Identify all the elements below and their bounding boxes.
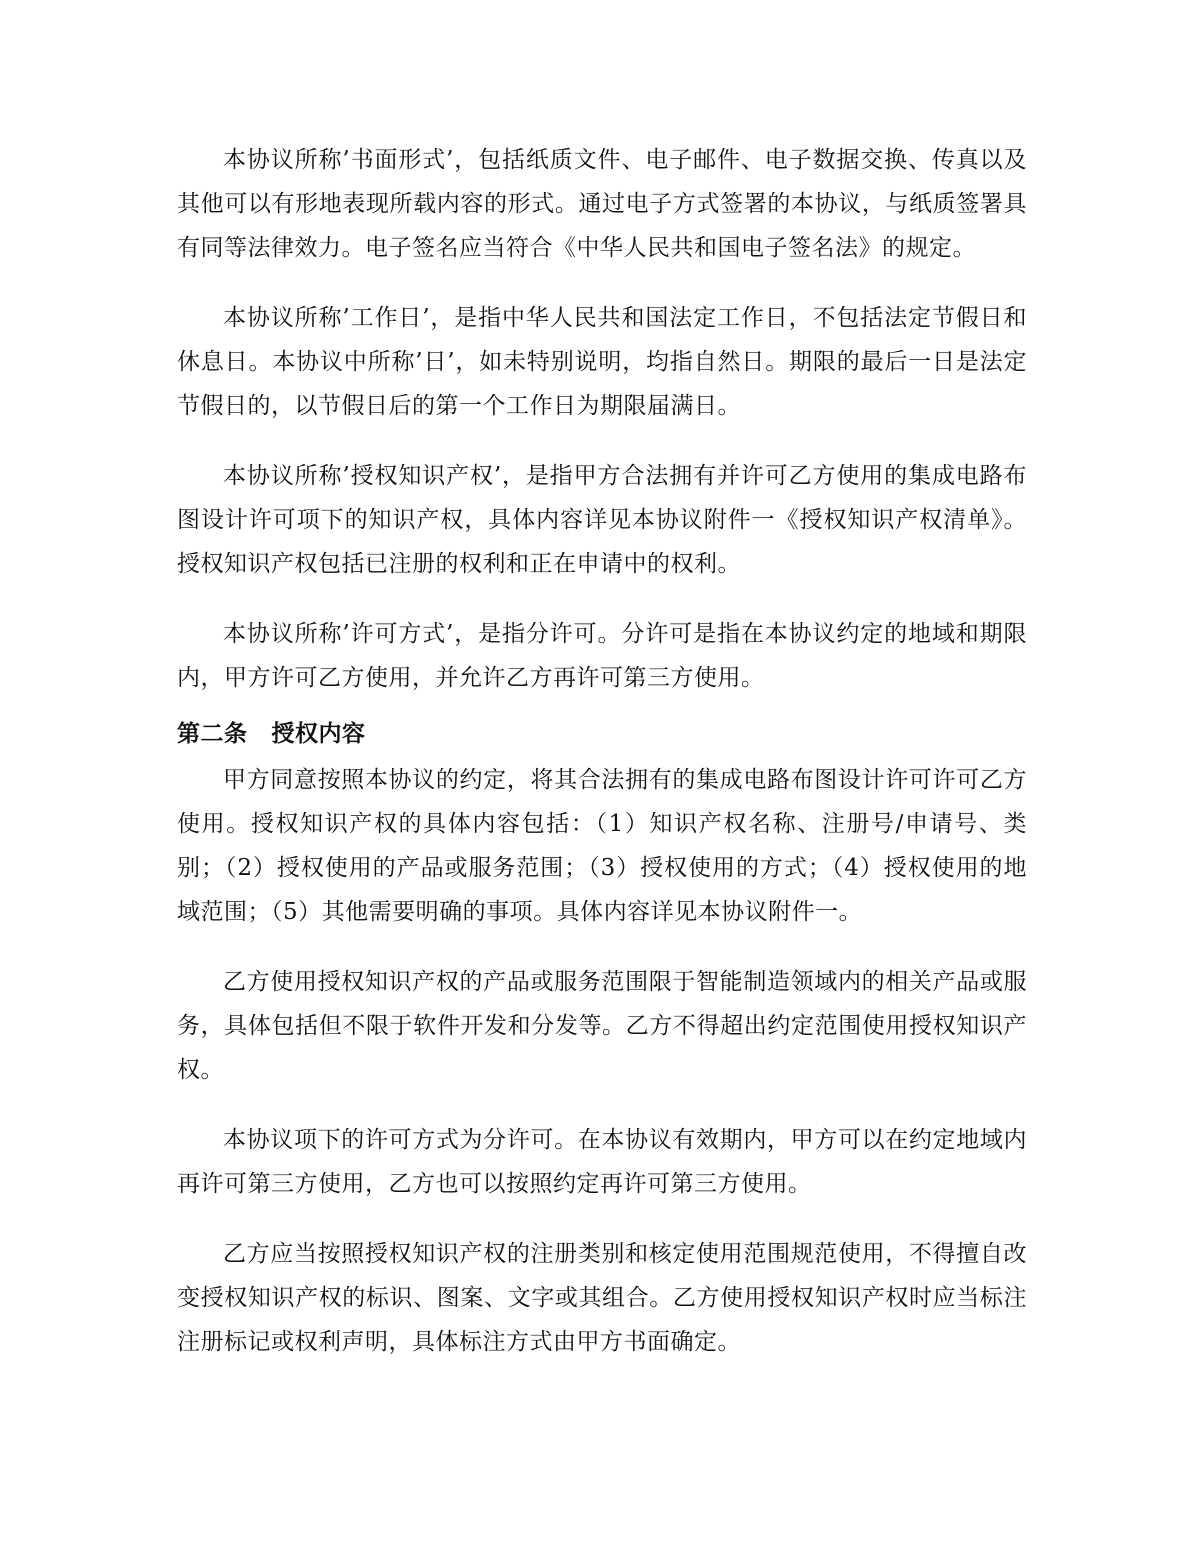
article-title: 授权内容 [271, 721, 366, 747]
paragraph-scope-of-use: 乙方使用授权知识产权的产品或服务范围限于智能制造领域内的相关产品或服务，具体包括但不限于软件开发和分发等。乙方不得超出约定范围使用授权知识产权。 [177, 969, 1027, 1083]
paragraph-usage-norms: 乙方应当按照授权知识产权的注册类别和核定使用范围规范使用，不得擅自改变授权知识产权的标识、图案、文字或其组合。乙方使用授权知识产权时应当标注注册标记或权利声明，具体标注方式由甲方书面确定。 [177, 1241, 1027, 1355]
paragraph-sublicense: 本协议项下的许可方式为分许可。在本协议有效期内，甲方可以在约定地域内再许可第三方使用，乙方也可以按照约定再许可第三方使用。 [177, 1127, 1027, 1197]
paragraph-written-form: 本协议所称’书面形式’，包括纸质文件、电子邮件、电子数据交换、传真以及其他可以有形地表现所载内容的形式。通过电子方式签署的本协议，与纸质签署具有同等法律效力。电子签名应当符合《中华人民共和国电子签名法》的规定。 [177, 147, 1027, 261]
paragraph-grant-content: 甲方同意按照本协议的约定，将其合法拥有的集成电路布图设计许可许可乙方使用。授权知识产权的具体内容包括：（1）知识产权名称、注册号/申请号、类别；（2）授权使用的产品或服务范围；（3）授权使用的方式；（4）授权使用的地域范围；（5）其他需要明确的事项。具体内容详见本协议附件一。 [177, 767, 1027, 925]
paragraph-licensed-ip: 本协议所称’授权知识产权’，是指甲方合法拥有并许可乙方使用的集成电路布图设计许可项下的知识产权，具体内容详见本协议附件一《授权知识产权清单》。授权知识产权包括已注册的权利和正在申请中的权利。 [177, 463, 1027, 577]
document-body [177, 138, 1027, 1364]
paragraph-license-mode: 本协议所称’许可方式’，是指分许可。分许可是指在本协议约定的地域和期限内，甲方许可乙方使用，并允许乙方再许可第三方使用。 [177, 621, 1027, 691]
paragraph-working-day: 本协议所称’工作日’，是指中华人民共和国法定工作日，不包括法定节假日和休息日。本协议中所称’日’，如未特别说明，均指自然日。期限的最后一日是法定节假日的，以节假日后的第一个工作日为期限届满日。 [177, 305, 1027, 419]
article-number: 第二条 [177, 721, 248, 747]
article-heading [177, 714, 1027, 754]
